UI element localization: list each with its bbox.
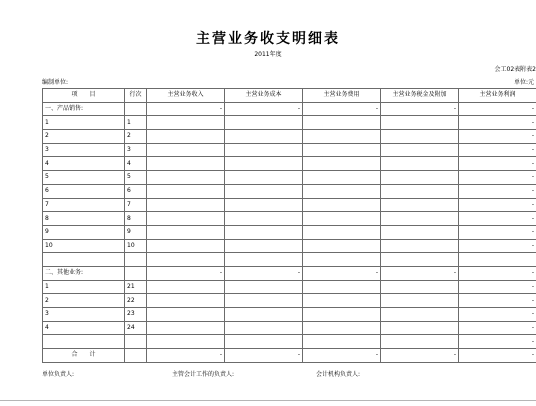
row-profit-cell: - [459,102,536,116]
row-profit-cell: - [459,239,536,253]
column-header-profit: 主营业务利润 [459,89,536,103]
row-expense-cell [303,130,381,144]
row-cost-cell: - [225,102,303,116]
row-tax-cell [381,171,459,185]
row-line-number-cell: 3 [125,143,147,157]
row-profit-cell: - [459,349,536,363]
row-line-number-cell: 21 [125,280,147,294]
row-cost-cell [225,335,303,349]
column-header-item: 项 目 [43,89,125,103]
table-row [43,349,536,363]
row-revenue-cell [147,280,225,294]
row-cost-cell [225,294,303,308]
row-cost-cell [225,308,303,322]
row-item-cell: 1 [43,116,125,130]
row-revenue-cell [147,294,225,308]
row-line-number-cell: 7 [125,198,147,212]
row-line-number-cell: 10 [125,239,147,253]
row-tax-cell: - [381,349,459,363]
table-row [43,239,536,253]
row-item-cell: 5 [43,171,125,185]
row-revenue-cell [147,157,225,171]
row-cost-cell [225,184,303,198]
row-expense-cell [303,171,381,185]
row-line-number-cell [125,349,147,363]
row-revenue-cell [147,198,225,212]
table-row [43,184,536,198]
row-cost-cell [225,280,303,294]
row-item-cell: 2 [43,130,125,144]
row-profit-cell: - [459,143,536,157]
row-cost-cell: - [225,349,303,363]
row-profit-cell: - [459,130,536,144]
row-tax-cell [381,321,459,335]
row-item-cell: 1 [43,280,125,294]
row-profit-cell: - [459,157,536,171]
row-item-cell: 4 [43,157,125,171]
row-cost-cell: - [225,266,303,280]
row-cost-cell [225,225,303,239]
row-line-number-cell: 23 [125,308,147,322]
row-revenue-cell: - [147,102,225,116]
row-line-number-cell [125,253,147,267]
row-expense-cell [303,157,381,171]
unit-head-label: 单位负责人: [42,371,75,378]
row-line-number-cell [125,335,147,349]
detail-table [42,88,536,363]
row-revenue-cell [147,143,225,157]
row-profit-cell: - [459,198,536,212]
column-header-expense: 主营业务费用 [303,89,381,103]
table-row [43,225,536,239]
row-expense-cell: - [303,266,381,280]
row-tax-cell [381,130,459,144]
row-item-cell: 10 [43,239,125,253]
row-revenue-cell [147,321,225,335]
row-revenue-cell [147,239,225,253]
row-profit-cell: - [459,171,536,185]
row-expense-cell [303,116,381,130]
table-row [43,212,536,226]
row-expense-cell [303,253,381,267]
row-revenue-cell [147,335,225,349]
table-row [43,294,536,308]
row-profit-cell: - [459,321,536,335]
row-tax-cell [381,184,459,198]
row-cost-cell [225,212,303,226]
page-divider [0,400,536,401]
row-line-number-cell: 9 [125,225,147,239]
row-line-number-cell: 4 [125,157,147,171]
row-tax-cell [381,294,459,308]
row-revenue-cell [147,253,225,267]
row-expense-cell [303,184,381,198]
row-item-cell [43,253,125,267]
row-expense-cell: - [303,102,381,116]
column-header-tax: 主营业务税金及附加 [381,89,459,103]
row-tax-cell: - [381,102,459,116]
row-item-cell: 合 计 [43,349,125,363]
row-cost-cell [225,198,303,212]
row-line-number-cell [125,102,147,116]
row-revenue-cell [147,212,225,226]
table-row [43,157,536,171]
row-revenue-cell: - [147,349,225,363]
row-profit-cell: - [459,184,536,198]
row-line-number-cell: 22 [125,294,147,308]
row-line-number-cell [125,266,147,280]
row-item-cell: 3 [43,308,125,322]
table-row [43,321,536,335]
row-item-cell: 8 [43,212,125,226]
unit-label: 单位:元 [513,79,534,86]
row-tax-cell [381,212,459,226]
row-line-number-cell: 6 [125,184,147,198]
row-item-cell: 9 [43,225,125,239]
row-item-cell: 6 [43,184,125,198]
table-header-row [43,89,536,103]
row-item-cell: 一、产品销售: [43,102,125,116]
row-expense-cell [303,198,381,212]
row-line-number-cell: 8 [125,212,147,226]
row-profit-cell [459,253,536,267]
row-expense-cell [303,294,381,308]
row-revenue-cell [147,116,225,130]
row-tax-cell [381,239,459,253]
row-profit-cell: - [459,280,536,294]
table-row [43,143,536,157]
accounting-dept-head-label: 会计机构负责人: [316,371,361,378]
row-item-cell: 二、其他业务: [43,266,125,280]
row-line-number-cell: 5 [125,171,147,185]
table-row [43,335,536,349]
table-row [43,198,536,212]
row-profit-cell: - [459,225,536,239]
row-tax-cell [381,335,459,349]
row-item-cell: 2 [43,294,125,308]
accounting-head-label: 主管会计工作的负责人: [172,371,235,378]
row-tax-cell [381,157,459,171]
form-number: 会工02表附表2 [494,66,536,73]
table-row [43,130,536,144]
prepared-by-label: 编制单位: [42,79,69,86]
row-tax-cell [381,143,459,157]
row-profit-cell: - [459,116,536,130]
row-tax-cell [381,116,459,130]
row-profit-cell: - [459,308,536,322]
row-profit-cell: - [459,335,536,349]
row-revenue-cell [147,130,225,144]
row-item-cell: 3 [43,143,125,157]
row-item-cell: 4 [43,321,125,335]
row-tax-cell [381,198,459,212]
row-expense-cell: - [303,349,381,363]
row-revenue-cell [147,171,225,185]
report-year: 2011年度 [254,51,282,58]
row-expense-cell [303,212,381,226]
column-header-cost: 主营业务成本 [225,89,303,103]
row-cost-cell [225,253,303,267]
table-row [43,253,536,267]
row-cost-cell [225,171,303,185]
table-row [43,280,536,294]
row-line-number-cell: 2 [125,130,147,144]
row-tax-cell: - [381,266,459,280]
row-expense-cell [303,225,381,239]
row-cost-cell [225,143,303,157]
row-item-cell: 7 [43,198,125,212]
row-expense-cell [303,308,381,322]
row-item-cell [43,335,125,349]
row-profit-cell: - [459,294,536,308]
row-cost-cell [225,116,303,130]
row-cost-cell [225,130,303,144]
row-cost-cell [225,321,303,335]
row-tax-cell [381,280,459,294]
table-row [43,266,536,280]
row-revenue-cell [147,308,225,322]
row-expense-cell [303,321,381,335]
row-expense-cell [303,143,381,157]
row-expense-cell [303,335,381,349]
report-title: 主营业务收支明细表 [196,31,340,47]
row-profit-cell: - [459,212,536,226]
table-row [43,171,536,185]
row-line-number-cell: 24 [125,321,147,335]
column-header-line: 行次 [125,89,147,103]
table-row [43,102,536,116]
row-profit-cell: - [459,266,536,280]
row-tax-cell [381,308,459,322]
row-cost-cell [225,239,303,253]
row-expense-cell [303,239,381,253]
row-tax-cell [381,253,459,267]
row-tax-cell [381,225,459,239]
row-revenue-cell [147,184,225,198]
row-expense-cell [303,280,381,294]
row-line-number-cell: 1 [125,116,147,130]
table-row [43,116,536,130]
row-revenue-cell: - [147,266,225,280]
row-revenue-cell [147,225,225,239]
row-cost-cell [225,157,303,171]
column-header-revenue: 主营业务收入 [147,89,225,103]
table-row [43,308,536,322]
